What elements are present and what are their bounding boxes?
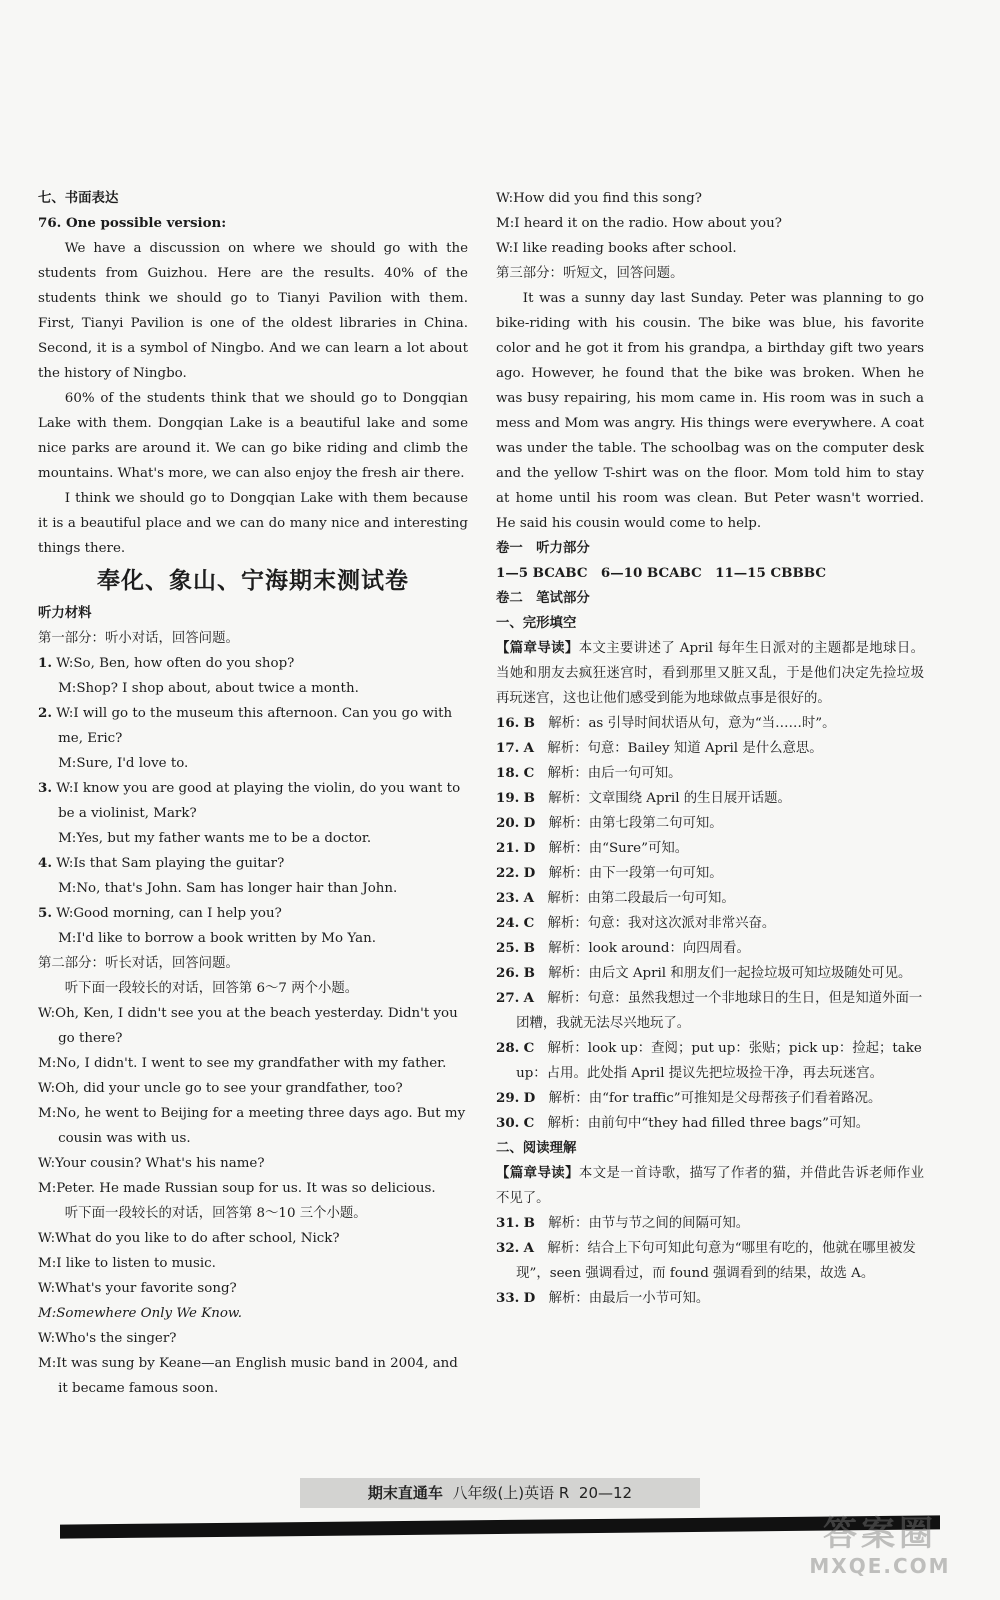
answer-number: 29. — [496, 1090, 520, 1106]
answer-explanation: 解析：句意：虽然我想过一个非地球日的生日，但是知道外面一团糟，我就无法尽兴地玩了。 — [516, 991, 923, 1031]
answer-number: 27. — [496, 990, 520, 1006]
dialogue-line: W:What do you like to do after school, Nick? — [38, 1231, 340, 1246]
answer-explanation: 解析：由后一句可知。 — [547, 766, 682, 781]
dialogue-text: W:I know you are good at playing the violin, do you want to be a violinist, Mark? — [56, 781, 461, 821]
footer-page: 20—12 — [578, 1484, 633, 1502]
dialogue-line: W:Oh, did your uncle go to see your grandfather, too? — [38, 1081, 403, 1096]
answer-number: 22. — [496, 865, 520, 881]
answer-item — [496, 711, 924, 736]
dialogue-line: M:I heard it on the radio. How about you? — [496, 216, 782, 231]
answer-number: 16. — [496, 715, 520, 731]
part-heading: 第一部分：听小对话，回答问题。 — [38, 631, 239, 646]
question-number: 3. — [38, 780, 52, 796]
answer-item — [496, 986, 924, 1036]
answer-explanation: 解析：由下一段第一句可知。 — [548, 866, 723, 881]
answer-choice: A — [523, 1240, 534, 1256]
answer-choice: D — [523, 1290, 536, 1306]
answer-explanation: 解析：由第七段第二句可知。 — [548, 816, 723, 831]
answer-item — [496, 1036, 924, 1086]
answer-choice: D — [523, 815, 536, 831]
dialogue-line: M:I'd like to borrow a book written by Mo Yan. — [58, 931, 376, 946]
dialogue-line: M:Peter. He made Russian soup for us. It was so delicious. — [38, 1181, 436, 1196]
answer-choice: A — [523, 990, 534, 1006]
dialogue-line: M:Sure, I'd love to. — [58, 756, 189, 771]
answer-item — [496, 886, 924, 911]
answer-explanation: 解析：句意：Bailey 知道 April 是什么意思。 — [547, 741, 823, 756]
answer-number: 25. — [496, 940, 520, 956]
dialogue-line: W:Oh, Ken, I didn't see you at the beach yesterday. Didn't you go there? — [38, 1006, 458, 1046]
answer-number: 18. — [496, 765, 520, 781]
answer-item — [496, 1086, 924, 1111]
dialogue-line: M:No, I didn't. I went to see my grandfather with my father. — [38, 1056, 447, 1071]
answer-explanation: 解析：结合上下句可知此句意为“哪里有吃的，他就在哪里被发现”，seen 强调看过，而 found 强调看到的结果，故选 A。 — [516, 1241, 916, 1281]
answer-list — [496, 711, 924, 1136]
answer-choice: B — [523, 940, 535, 956]
dialogue-line: W:How did you find this song? — [496, 191, 702, 206]
dialogue-line: M:I like to listen to music. — [38, 1256, 216, 1271]
answer-explanation: 解析：由“for traffic”可推知是父母帮孩子们看着路况。 — [548, 1091, 882, 1106]
answer-number: 24. — [496, 915, 520, 931]
answer-explanation: 解析：句意：我对这次派对非常兴奋。 — [547, 916, 776, 931]
answer-number: 21. — [496, 840, 520, 856]
section-heading: 七、书面表达 — [38, 190, 119, 206]
guide-text: 本文主要讲述了 April 每年生日派对的主题都是地球日。当她和朋友去疯狂迷宫时，看到那里又脏又乱，于是他们决定先捡垃圾再玩迷宫，这也让他们感受到能为地球做点事是很好的。 — [496, 641, 924, 706]
answer-choice: D — [523, 865, 536, 881]
watermark-text: 答案圈 — [823, 1514, 937, 1554]
part-heading: 第二部分：听长对话，回答问题。 — [38, 956, 239, 971]
answer-item — [496, 1286, 924, 1311]
section-heading: 一、完形填空 — [496, 615, 577, 631]
question-number: 2. — [38, 705, 52, 721]
answer-item — [496, 786, 924, 811]
dialogue-line: M:No, that's John. Sam has longer hair than John. — [58, 881, 398, 896]
answer-item — [496, 811, 924, 836]
essay-paragraph: I think we should go to Dongqian Lake with them because it is a beautiful place and we can do many nice and interesting things there. — [38, 491, 468, 556]
dialogue-line: W:Your cousin? What's his name? — [38, 1156, 265, 1171]
dialogue-line — [38, 851, 468, 876]
section-heading: 二、阅读理解 — [496, 1140, 577, 1156]
answer-item — [496, 861, 924, 886]
footer-brand: 期末直通车 — [367, 1484, 443, 1502]
answer-number: 23. — [496, 890, 520, 906]
listening-answers: 1—5 BCABC 6—10 BCABC 11—15 CBBBC — [496, 565, 826, 581]
answer-item — [496, 736, 924, 761]
answer-number: 26. — [496, 965, 520, 981]
guide-tag: 【篇章导读】 — [496, 640, 579, 656]
answer-choice: B — [523, 1215, 535, 1231]
answer-explanation: 解析：由最后一小节可知。 — [548, 1291, 710, 1306]
answer-item — [496, 836, 924, 861]
answer-number: 19. — [496, 790, 520, 806]
dialogue-line: W:I like reading books after school. — [496, 241, 737, 256]
essay-paragraph: 60% of the students think that we should go to Dongqian Lake with them. Dongqian Lake is a beautiful lake and some nice parks are around it. We can go bike riding and climb the mountains. What's more, we can also enjoy the fresh air there. — [38, 391, 468, 481]
page-footer — [300, 1478, 700, 1508]
answer-explanation: 解析：由“Sure”可知。 — [548, 841, 689, 856]
answer-choice: C — [523, 765, 535, 781]
answer-choice: B — [523, 790, 535, 806]
question-number: 4. — [38, 855, 52, 871]
dialogue-text: W:Is that Sam playing the guitar? — [56, 856, 285, 871]
answer-number: 31. — [496, 1215, 520, 1231]
right-column — [496, 186, 924, 1311]
answer-explanation: 解析：由前句中“they had filled three bags”可知。 — [547, 1116, 870, 1131]
test-title: 奉化、象山、宁海期末测试卷 — [97, 568, 409, 594]
answer-choice: C — [523, 1115, 535, 1131]
answer-item — [496, 961, 924, 986]
answer-choice: D — [523, 1090, 536, 1106]
chapter-guide — [496, 636, 924, 711]
answer-list — [496, 1211, 924, 1311]
dialogue-text: W:Good morning, can I help you? — [56, 906, 282, 921]
answer-number: 20. — [496, 815, 520, 831]
answer-number: 33. — [496, 1290, 520, 1306]
essay-paragraph: We have a discussion on where we should go with the students from Guizhou. Here are the results. 40% of the students think we should go to Tianyi Pavilion with them. First, Tianyi Pavilion is one of the oldest libraries in China. Second, it is a symbol of Ningbo. And we can learn a lot about the history of Ningbo. — [38, 241, 468, 381]
answer-choice: B — [523, 965, 535, 981]
part-heading: 第三部分：听短文，回答问题。 — [496, 266, 684, 281]
dialogue-line: M:Yes, but my father wants me to be a doctor. — [58, 831, 372, 846]
sample-title: 76. One possible version: — [38, 215, 227, 231]
answer-explanation: 解析：由第二段最后一句可知。 — [547, 891, 735, 906]
answer-explanation: 解析：由节与节之间的间隔可知。 — [548, 1216, 750, 1231]
answer-choice: A — [523, 890, 534, 906]
volume-heading: 卷一 听力部分 — [496, 540, 590, 556]
answer-item — [496, 1111, 924, 1136]
answer-choice: C — [523, 915, 535, 931]
answer-explanation: 解析：由后文 April 和朋友们一起捡垃圾可知垃圾随处可见。 — [548, 966, 912, 981]
dialogue-text: W:I will go to the museum this afternoon. Can you go with me, Eric? — [56, 706, 453, 746]
guide-tag: 【篇章导读】 — [496, 1165, 579, 1181]
answer-explanation: 解析：文章围绕 April 的生日展开话题。 — [548, 791, 791, 806]
dialogue-line: M:Shop? I shop about, about twice a month. — [58, 681, 359, 696]
answer-choice: A — [523, 740, 534, 756]
answer-explanation: 解析：as 引导时间状语从句，意为“当……时”。 — [548, 716, 836, 731]
footer-grade: 八年级(上)英语 R — [452, 1484, 570, 1502]
dialogue-line: M:No, he went to Beijing for a meeting three days ago. But my cousin was with us. — [38, 1106, 466, 1146]
dialogue-line: M:Somewhere Only We Know. — [38, 1306, 243, 1321]
watermark-logo — [780, 1514, 980, 1584]
answer-number: 28. — [496, 1040, 520, 1056]
dialogue-line — [38, 701, 468, 751]
dialogue-line — [38, 776, 468, 826]
watermark-url: MXQE.COM — [809, 1554, 951, 1578]
answer-number: 17. — [496, 740, 520, 756]
dialogue-line — [38, 651, 468, 676]
instruction: 听下面一段较长的对话，回答第 6～7 两个小题。 — [64, 981, 359, 996]
dialogue-text: W:So, Ben, how often do you shop? — [56, 656, 295, 671]
guide-text: 本文是一首诗歌，描写了作者的猫，并借此告诉老师作业不见了。 — [496, 1166, 924, 1206]
question-number: 5. — [38, 905, 52, 921]
answer-item — [496, 911, 924, 936]
instruction: 听下面一段较长的对话，回答第 8～10 三个小题。 — [64, 1206, 367, 1221]
question-number: 1. — [38, 655, 52, 671]
answer-item — [496, 1236, 924, 1286]
dialogue-line: M:It was sung by Keane—an English music band in 2004, and it became famous soon. — [38, 1356, 458, 1396]
answer-choice: D — [523, 840, 536, 856]
answer-explanation: 解析：look up：查阅；put up：张贴；pick up：捡起；take up：占用。此处指 April 提议先把垃圾捡干净，再去玩迷宫。 — [516, 1041, 922, 1081]
answer-choice: B — [523, 715, 535, 731]
answer-item — [496, 936, 924, 961]
dialogue-line: W:Who's the singer? — [38, 1331, 177, 1346]
answer-number: 32. — [496, 1240, 520, 1256]
passage: It was a sunny day last Sunday. Peter was planning to go bike-riding with his cousin. The bike was blue, his favorite color and he got it from his grandpa, a birthday gift two years ago. However, he found that the bike was broken. When he was busy repairing, his mom came in. His room was in such a mess and Mom was angry. His things were everywhere. A coat was under the table. The schoolbag was on the computer desk and the yellow T-shirt was on the floor. Mom told him to stay at home until his room was clean. But Peter wasn't worried. He said his cousin would come to help. — [496, 291, 924, 531]
left-column — [38, 186, 468, 1401]
answer-item — [496, 1211, 924, 1236]
answer-number: 30. — [496, 1115, 520, 1131]
dialogue-line — [38, 901, 468, 926]
answer-choice: C — [523, 1040, 535, 1056]
dialogue-line: W:What's your favorite song? — [38, 1281, 237, 1296]
answer-item — [496, 761, 924, 786]
listening-label: 听力材料 — [38, 605, 92, 621]
answer-explanation: 解析：look around：向四周看。 — [548, 941, 750, 956]
volume-heading: 卷二 笔试部分 — [496, 590, 590, 606]
chapter-guide — [496, 1161, 924, 1211]
